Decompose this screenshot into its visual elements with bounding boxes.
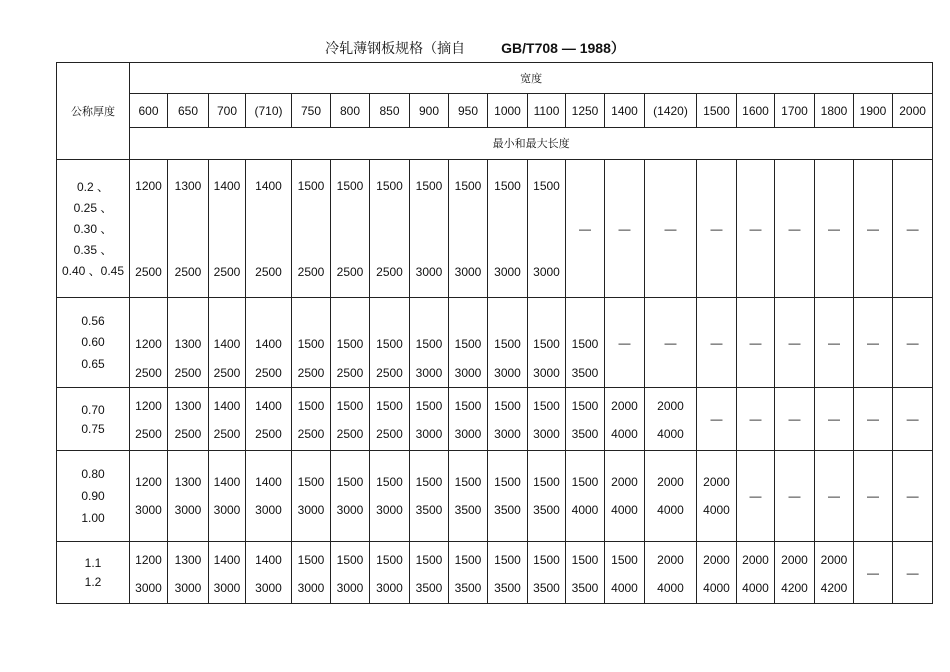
max-length: 3000 xyxy=(376,503,403,517)
max-length: 3500 xyxy=(533,503,560,517)
length-cell xyxy=(645,451,697,542)
min-length: 1400 xyxy=(255,337,282,351)
length-cell xyxy=(410,160,449,298)
length-cell xyxy=(528,542,566,604)
length-cell xyxy=(528,160,566,298)
max-length: 2500 xyxy=(297,265,325,279)
width-header-cell: 650 xyxy=(168,94,209,128)
max-length: 2500 xyxy=(213,265,241,279)
length-cell xyxy=(246,388,292,451)
not-available-cell: — xyxy=(893,388,933,451)
not-available-cell: — xyxy=(697,298,737,388)
thickness-value: 0.80 xyxy=(81,467,105,481)
max-length: 3000 xyxy=(454,427,482,441)
width-header-cell: 750 xyxy=(292,94,331,128)
max-length: 3000 xyxy=(135,503,162,517)
max-length: 4000 xyxy=(571,503,599,517)
max-length: 4200 xyxy=(781,581,808,595)
thickness-group-row xyxy=(57,388,933,451)
width-header-cell: 1900 xyxy=(854,94,893,128)
min-length: 1500 xyxy=(494,553,521,567)
min-length: 1300 xyxy=(174,337,202,351)
width-header-cell: 1600 xyxy=(737,94,775,128)
min-length: 1400 xyxy=(213,179,241,193)
thickness-value: 0.75 xyxy=(81,421,105,436)
min-length: 1400 xyxy=(255,399,282,413)
not-available-cell: — xyxy=(893,451,933,542)
thickness-cell xyxy=(57,451,130,542)
max-length: 4000 xyxy=(703,503,730,517)
min-length: 1300 xyxy=(174,475,202,489)
max-length: 4000 xyxy=(657,427,684,441)
thickness-group-row xyxy=(57,298,933,388)
header-length: 最小和最大长度 xyxy=(130,128,933,160)
min-length: 1500 xyxy=(533,179,560,193)
thickness-value: 0.25 、 xyxy=(73,200,113,215)
max-length: 3000 xyxy=(415,366,443,380)
thickness-value: 0.35 、 xyxy=(73,242,113,257)
min-length: 1500 xyxy=(415,337,443,351)
length-cell xyxy=(292,542,331,604)
min-length: 1500 xyxy=(336,399,364,413)
not-available-cell: — xyxy=(893,298,933,388)
length-cell xyxy=(566,451,605,542)
max-length: 3000 xyxy=(336,503,364,517)
min-length: 1500 xyxy=(533,475,560,489)
max-length: 4000 xyxy=(611,427,638,441)
length-cell xyxy=(292,160,331,298)
min-length: 1200 xyxy=(135,553,162,567)
min-length: 1500 xyxy=(297,179,325,193)
max-length: 2500 xyxy=(336,265,364,279)
document-title xyxy=(0,38,950,58)
min-length: 1500 xyxy=(376,475,403,489)
not-available-cell: — xyxy=(815,388,854,451)
max-length: 2500 xyxy=(135,366,162,380)
min-length: 1500 xyxy=(494,475,521,489)
max-length: 3000 xyxy=(533,265,560,279)
max-length: 3000 xyxy=(255,581,282,595)
min-length: 1200 xyxy=(135,337,162,351)
max-length: 3500 xyxy=(415,503,443,517)
length-cell xyxy=(246,298,292,388)
max-length: 2500 xyxy=(174,265,202,279)
thickness-value: 0.30 、 xyxy=(73,221,113,236)
max-length: 2500 xyxy=(336,366,364,380)
min-length: 1500 xyxy=(376,179,403,193)
min-length: 1200 xyxy=(135,179,162,193)
length-cell xyxy=(370,451,410,542)
min-length: 1500 xyxy=(454,179,482,193)
length-cell xyxy=(697,542,737,604)
width-header-row xyxy=(57,94,933,128)
thickness-value: 1.2 xyxy=(84,574,102,589)
max-length: 3500 xyxy=(494,503,521,517)
min-length: 1500 xyxy=(415,179,443,193)
length-cell xyxy=(292,298,331,388)
min-length: 2000 xyxy=(611,475,638,489)
max-length: 3500 xyxy=(494,581,521,595)
length-cell xyxy=(410,542,449,604)
thickness-cell xyxy=(57,542,130,604)
length-cell xyxy=(449,388,488,451)
min-length: 2000 xyxy=(657,553,684,567)
min-length: 1300 xyxy=(174,553,202,567)
length-cell xyxy=(331,160,370,298)
length-cell xyxy=(209,542,246,604)
width-header-cell: 1500 xyxy=(697,94,737,128)
min-length: 1300 xyxy=(174,179,202,193)
max-length: 2500 xyxy=(255,265,282,279)
width-header-cell: (710) xyxy=(246,94,292,128)
max-length: 3000 xyxy=(376,581,403,595)
not-available-cell: — xyxy=(893,542,933,604)
max-length: 2500 xyxy=(135,265,162,279)
length-cell xyxy=(370,160,410,298)
length-cell xyxy=(209,388,246,451)
length-cell xyxy=(645,542,697,604)
min-length: 1400 xyxy=(255,553,282,567)
length-cell xyxy=(566,298,605,388)
length-cell xyxy=(370,542,410,604)
length-cell xyxy=(449,298,488,388)
max-length: 2500 xyxy=(376,265,403,279)
width-header-cell: 1800 xyxy=(815,94,854,128)
max-length: 3000 xyxy=(297,503,325,517)
min-length: 1200 xyxy=(135,399,162,413)
thickness-value: 0.56 xyxy=(81,313,105,328)
max-length: 2500 xyxy=(376,366,403,380)
min-length: 1500 xyxy=(376,337,403,351)
length-cell xyxy=(130,542,168,604)
max-length: 3000 xyxy=(336,581,364,595)
not-available-cell: — xyxy=(697,388,737,451)
max-length: 3000 xyxy=(255,503,282,517)
max-length: 3000 xyxy=(415,265,443,279)
length-cell xyxy=(605,542,645,604)
min-length: 1500 xyxy=(336,553,364,567)
min-length: 1500 xyxy=(297,475,325,489)
length-cell xyxy=(130,298,168,388)
length-cell xyxy=(775,542,815,604)
width-header-cell: 600 xyxy=(130,94,168,128)
length-cell xyxy=(209,298,246,388)
width-header-cell: 1250 xyxy=(566,94,605,128)
length-cell xyxy=(488,298,528,388)
not-available-cell: — xyxy=(605,160,645,298)
min-length: 1400 xyxy=(213,553,241,567)
min-length: 2000 xyxy=(820,553,848,567)
not-available-cell: — xyxy=(893,160,933,298)
min-length: 2000 xyxy=(611,399,638,413)
min-length: 1500 xyxy=(571,475,599,489)
min-length: 1500 xyxy=(454,553,482,567)
standard-code: GB/T708 — 1988） xyxy=(501,40,625,56)
thickness-value: 1.00 xyxy=(81,511,105,525)
thickness-value: 0.2 、 xyxy=(76,179,110,194)
max-length: 3000 xyxy=(494,265,521,279)
min-length: 1500 xyxy=(571,337,599,351)
not-available-cell: — xyxy=(737,388,775,451)
min-length: 1500 xyxy=(533,399,560,413)
min-length: 1500 xyxy=(297,553,325,567)
length-cell xyxy=(410,451,449,542)
length-cell xyxy=(130,388,168,451)
max-length: 3000 xyxy=(415,427,443,441)
max-length: 3000 xyxy=(454,366,482,380)
max-length: 2500 xyxy=(255,427,282,441)
length-cell xyxy=(209,451,246,542)
not-available-cell: — xyxy=(854,451,893,542)
min-length: 1500 xyxy=(336,475,364,489)
width-header-cell: 2000 xyxy=(893,94,933,128)
width-header-cell: 1700 xyxy=(775,94,815,128)
thickness-value: 0.40 、0.45 xyxy=(61,263,125,278)
max-length: 3000 xyxy=(533,427,560,441)
length-cell xyxy=(168,542,209,604)
length-cell xyxy=(697,451,737,542)
max-length: 3500 xyxy=(533,581,560,595)
max-length: 2500 xyxy=(135,427,162,441)
not-available-cell: — xyxy=(775,451,815,542)
min-length: 2000 xyxy=(781,553,808,567)
not-available-cell: — xyxy=(566,160,605,298)
max-length: 2500 xyxy=(376,427,403,441)
min-length: 1500 xyxy=(376,553,403,567)
not-available-cell: — xyxy=(775,298,815,388)
max-length: 4000 xyxy=(657,581,684,595)
width-header-cell: 900 xyxy=(410,94,449,128)
width-header-cell: 1000 xyxy=(488,94,528,128)
max-length: 4000 xyxy=(657,503,684,517)
thickness-group-row xyxy=(57,451,933,542)
min-length: 1500 xyxy=(376,399,403,413)
not-available-cell: — xyxy=(854,542,893,604)
min-length: 1400 xyxy=(255,179,282,193)
max-length: 4000 xyxy=(611,581,638,595)
max-length: 3000 xyxy=(494,366,521,380)
length-cell xyxy=(449,542,488,604)
width-header-cell: 700 xyxy=(209,94,246,128)
length-cell xyxy=(331,298,370,388)
length-cell xyxy=(449,451,488,542)
not-available-cell: — xyxy=(605,298,645,388)
not-available-cell: — xyxy=(854,160,893,298)
length-cell xyxy=(130,160,168,298)
max-length: 2500 xyxy=(213,366,241,380)
max-length: 3000 xyxy=(533,366,560,380)
not-available-cell: — xyxy=(775,388,815,451)
min-length: 2000 xyxy=(703,553,730,567)
length-cell xyxy=(370,298,410,388)
min-length: 2000 xyxy=(657,399,684,413)
max-length: 3000 xyxy=(213,581,241,595)
max-length: 2500 xyxy=(297,427,325,441)
min-length: 1500 xyxy=(494,337,521,351)
max-length: 4200 xyxy=(820,581,848,595)
min-length: 2000 xyxy=(703,475,730,489)
length-cell xyxy=(331,388,370,451)
not-available-cell: — xyxy=(737,451,775,542)
not-available-cell: — xyxy=(815,160,854,298)
min-length: 1500 xyxy=(454,399,482,413)
length-cell xyxy=(130,451,168,542)
length-cell xyxy=(292,451,331,542)
thickness-value: 0.65 xyxy=(81,357,105,372)
not-available-cell: — xyxy=(645,160,697,298)
title-text: 冷轧薄钢板规格（摘自 xyxy=(325,41,466,57)
min-length: 1500 xyxy=(336,179,364,193)
min-length: 1200 xyxy=(135,475,162,489)
max-length: 3000 xyxy=(135,581,162,595)
length-cell xyxy=(209,160,246,298)
width-header-cell: 950 xyxy=(449,94,488,128)
length-cell xyxy=(246,160,292,298)
min-length: 1500 xyxy=(571,399,599,413)
max-length: 3000 xyxy=(213,503,241,517)
length-cell xyxy=(168,298,209,388)
length-cell xyxy=(331,451,370,542)
length-cell xyxy=(370,388,410,451)
max-length: 3000 xyxy=(297,581,325,595)
max-length: 3000 xyxy=(174,503,202,517)
width-header-cell: 1100 xyxy=(528,94,566,128)
length-cell xyxy=(645,388,697,451)
max-length: 2500 xyxy=(213,427,241,441)
max-length: 2500 xyxy=(174,427,202,441)
max-length: 3500 xyxy=(571,427,599,441)
max-length: 3000 xyxy=(174,581,202,595)
thickness-value: 1.1 xyxy=(84,556,102,571)
max-length: 3500 xyxy=(571,366,599,380)
max-length: 4000 xyxy=(742,581,769,595)
length-cell xyxy=(488,542,528,604)
length-cell xyxy=(331,542,370,604)
length-cell xyxy=(605,388,645,451)
length-cell xyxy=(488,451,528,542)
min-length: 2000 xyxy=(657,475,684,489)
not-available-cell: — xyxy=(737,160,775,298)
max-length: 3500 xyxy=(454,503,482,517)
thickness-cell xyxy=(57,388,130,451)
header-width: 宽度 xyxy=(130,63,933,94)
thickness-cell xyxy=(57,298,130,388)
min-length: 1500 xyxy=(611,553,638,567)
min-length: 1500 xyxy=(415,399,443,413)
length-cell xyxy=(528,388,566,451)
not-available-cell: — xyxy=(737,298,775,388)
width-header-cell: 800 xyxy=(331,94,370,128)
min-length: 1500 xyxy=(494,399,521,413)
length-cell xyxy=(488,388,528,451)
min-length: 1400 xyxy=(213,337,241,351)
thickness-group-row xyxy=(57,160,933,298)
min-length: 1400 xyxy=(213,475,241,489)
min-length: 1500 xyxy=(415,475,443,489)
min-length: 1500 xyxy=(297,399,325,413)
max-length: 2500 xyxy=(297,366,325,380)
length-cell xyxy=(566,542,605,604)
length-cell xyxy=(528,298,566,388)
width-header-cell: (1420) xyxy=(645,94,697,128)
min-length: 1500 xyxy=(533,553,560,567)
min-length: 1500 xyxy=(494,179,521,193)
max-length: 3500 xyxy=(415,581,443,595)
length-cell xyxy=(168,388,209,451)
max-length: 4000 xyxy=(611,503,638,517)
min-length: 1400 xyxy=(213,399,241,413)
min-length: 1500 xyxy=(336,337,364,351)
thickness-value: 0.70 xyxy=(81,402,105,417)
length-cell xyxy=(737,542,775,604)
length-cell xyxy=(168,160,209,298)
length-cell xyxy=(246,542,292,604)
length-cell xyxy=(292,388,331,451)
min-length: 1400 xyxy=(255,475,282,489)
spec-table xyxy=(56,62,933,604)
not-available-cell: — xyxy=(815,451,854,542)
min-length: 1300 xyxy=(174,399,202,413)
not-available-cell: — xyxy=(854,298,893,388)
max-length: 3000 xyxy=(454,265,482,279)
max-length: 3500 xyxy=(571,581,599,595)
min-length: 1500 xyxy=(454,475,482,489)
length-cell xyxy=(168,451,209,542)
not-available-cell: — xyxy=(854,388,893,451)
width-header-cell: 1400 xyxy=(605,94,645,128)
max-length: 3500 xyxy=(454,581,482,595)
min-length: 1500 xyxy=(533,337,560,351)
min-length: 1500 xyxy=(297,337,325,351)
min-length: 2000 xyxy=(742,553,769,567)
not-available-cell: — xyxy=(697,160,737,298)
max-length: 2500 xyxy=(336,427,364,441)
max-length: 4000 xyxy=(703,581,730,595)
max-length: 2500 xyxy=(174,366,202,380)
length-cell xyxy=(410,388,449,451)
length-cell xyxy=(488,160,528,298)
length-cell xyxy=(815,542,854,604)
header-thickness: 公称厚度 xyxy=(57,63,130,160)
length-cell xyxy=(566,388,605,451)
max-length: 3000 xyxy=(494,427,521,441)
length-cell xyxy=(605,451,645,542)
length-cell xyxy=(410,298,449,388)
min-length: 1500 xyxy=(415,553,443,567)
thickness-cell xyxy=(57,160,130,298)
not-available-cell: — xyxy=(815,298,854,388)
min-length: 1500 xyxy=(571,553,599,567)
length-cell xyxy=(449,160,488,298)
max-length: 2500 xyxy=(255,366,282,380)
thickness-value: 0.90 xyxy=(81,489,105,503)
min-length: 1500 xyxy=(454,337,482,351)
length-cell xyxy=(528,451,566,542)
thickness-value: 0.60 xyxy=(81,335,105,350)
not-available-cell: — xyxy=(645,298,697,388)
thickness-group-row xyxy=(57,542,933,604)
not-available-cell: — xyxy=(775,160,815,298)
width-header-cell: 850 xyxy=(370,94,410,128)
length-cell xyxy=(246,451,292,542)
